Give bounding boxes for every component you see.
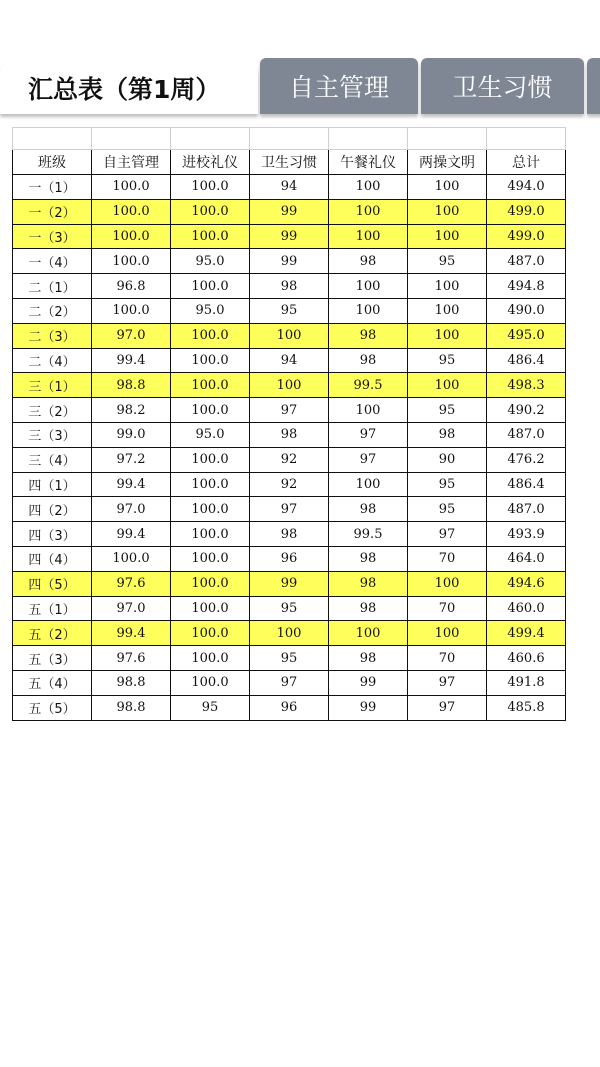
score-cell[interactable]: 494.8	[487, 274, 566, 299]
score-cell[interactable]: 95	[250, 298, 329, 323]
score-cell[interactable]: 490.2	[487, 398, 566, 423]
score-cell[interactable]: 95	[171, 695, 250, 720]
score-cell[interactable]: 94	[250, 348, 329, 373]
score-cell[interactable]: 100	[329, 224, 408, 249]
tab-self-management[interactable]	[260, 58, 418, 114]
score-cell[interactable]: 99.4	[92, 472, 171, 497]
class-name-cell[interactable]: 一（1）	[13, 175, 92, 200]
table-row	[13, 621, 566, 646]
score-cell[interactable]: 499.0	[487, 199, 566, 224]
score-cell[interactable]: 99.5	[329, 373, 408, 398]
score-cell[interactable]: 100	[329, 175, 408, 200]
score-cell[interactable]: 98.8	[92, 373, 171, 398]
table-row	[13, 546, 566, 571]
score-cell[interactable]: 100	[408, 621, 487, 646]
table-row	[13, 323, 566, 348]
score-cell[interactable]: 92	[250, 472, 329, 497]
table-row	[13, 298, 566, 323]
score-cell[interactable]: 98	[329, 348, 408, 373]
table-row	[13, 398, 566, 423]
class-name-cell[interactable]: 四（3）	[13, 522, 92, 547]
table-row	[13, 249, 566, 274]
class-name-cell[interactable]: 三（1）	[13, 373, 92, 398]
score-cell[interactable]: 100	[329, 199, 408, 224]
score-cell[interactable]: 97.0	[92, 323, 171, 348]
score-cell[interactable]: 95	[408, 472, 487, 497]
score-cell[interactable]: 100.0	[171, 348, 250, 373]
score-cell[interactable]: 95	[408, 398, 487, 423]
score-cell[interactable]: 100.0	[171, 621, 250, 646]
score-cell[interactable]: 100.0	[171, 224, 250, 249]
table-row	[13, 422, 566, 447]
score-cell[interactable]: 95	[408, 249, 487, 274]
score-cell[interactable]: 94	[250, 175, 329, 200]
class-name-cell[interactable]: 一（2）	[13, 199, 92, 224]
score-cell[interactable]: 100.0	[171, 646, 250, 671]
class-name-cell[interactable]: 五（1）	[13, 596, 92, 621]
score-cell[interactable]: 99	[250, 571, 329, 596]
score-cell[interactable]: 100.0	[171, 447, 250, 472]
score-cell[interactable]: 98	[250, 274, 329, 299]
score-cell[interactable]: 95.0	[171, 298, 250, 323]
score-cell[interactable]: 100.0	[171, 274, 250, 299]
score-cell[interactable]: 98	[408, 422, 487, 447]
summary-table	[12, 127, 566, 721]
score-cell[interactable]: 100	[329, 621, 408, 646]
score-cell[interactable]: 100	[329, 274, 408, 299]
cell[interactable]	[92, 128, 171, 150]
class-name-cell[interactable]: 一（3）	[13, 224, 92, 249]
score-cell[interactable]: 99	[329, 695, 408, 720]
score-cell[interactable]: 487.0	[487, 249, 566, 274]
score-cell[interactable]: 99	[250, 224, 329, 249]
score-cell[interactable]: 70	[408, 546, 487, 571]
tab-label: 汇总表（第1周）	[28, 75, 221, 104]
header-cell[interactable]: 两操文明	[408, 150, 487, 175]
header-cell[interactable]: 自主管理	[92, 150, 171, 175]
score-cell[interactable]: 96.8	[92, 274, 171, 299]
score-cell[interactable]: 100	[250, 373, 329, 398]
class-name-cell[interactable]: 四（1）	[13, 472, 92, 497]
score-cell[interactable]: 95.0	[171, 249, 250, 274]
score-cell[interactable]: 99.5	[329, 522, 408, 547]
score-cell[interactable]: 100	[408, 199, 487, 224]
header-cell[interactable]: 班级	[13, 150, 92, 175]
tab-label: 卫生习惯	[452, 73, 553, 102]
score-cell[interactable]: 100.0	[171, 175, 250, 200]
score-cell[interactable]: 98	[250, 522, 329, 547]
score-cell[interactable]: 100.0	[171, 596, 250, 621]
cell[interactable]	[329, 128, 408, 150]
score-cell[interactable]: 100.0	[171, 373, 250, 398]
table-row	[13, 224, 566, 249]
score-cell[interactable]: 100.0	[171, 670, 250, 695]
score-cell[interactable]: 100	[250, 621, 329, 646]
score-cell[interactable]: 92	[250, 447, 329, 472]
score-cell[interactable]: 98	[329, 571, 408, 596]
score-cell[interactable]: 97	[250, 670, 329, 695]
score-cell[interactable]: 495.0	[487, 323, 566, 348]
class-name-cell[interactable]: 二（3）	[13, 323, 92, 348]
tab-label: 自主管理	[288, 73, 389, 102]
score-cell[interactable]: 494.0	[487, 175, 566, 200]
score-cell[interactable]: 97	[408, 695, 487, 720]
score-cell[interactable]: 100	[408, 298, 487, 323]
score-cell[interactable]: 98	[329, 646, 408, 671]
score-cell[interactable]: 100.0	[171, 472, 250, 497]
score-cell[interactable]: 100	[329, 472, 408, 497]
cell[interactable]	[250, 128, 329, 150]
score-cell[interactable]: 100	[408, 175, 487, 200]
score-cell[interactable]: 95	[250, 646, 329, 671]
score-cell[interactable]: 98	[329, 596, 408, 621]
header-cell[interactable]: 进校礼仪	[171, 150, 250, 175]
score-cell[interactable]: 485.8	[487, 695, 566, 720]
score-cell[interactable]: 97	[408, 670, 487, 695]
score-cell[interactable]: 99.4	[92, 621, 171, 646]
score-cell[interactable]: 70	[408, 646, 487, 671]
score-cell[interactable]: 491.8	[487, 670, 566, 695]
header-cell[interactable]: 卫生习惯	[250, 150, 329, 175]
score-cell[interactable]: 100	[329, 398, 408, 423]
score-cell[interactable]: 499.4	[487, 621, 566, 646]
class-name-cell[interactable]: 一（4）	[13, 249, 92, 274]
score-cell[interactable]: 98	[250, 422, 329, 447]
class-name-cell[interactable]: 五（4）	[13, 670, 92, 695]
score-cell[interactable]: 493.9	[487, 522, 566, 547]
sheet-tab-bar	[0, 0, 600, 118]
score-cell[interactable]: 100.0	[171, 571, 250, 596]
score-cell[interactable]: 100.0	[171, 323, 250, 348]
table-row	[13, 447, 566, 472]
score-cell[interactable]: 100.0	[92, 249, 171, 274]
score-cell[interactable]: 100	[250, 323, 329, 348]
score-cell[interactable]: 98	[329, 546, 408, 571]
score-cell[interactable]: 99.4	[92, 522, 171, 547]
class-name-cell[interactable]: 五（5）	[13, 695, 92, 720]
tab-overflow[interactable]	[587, 58, 600, 114]
class-name-cell[interactable]: 四（4）	[13, 546, 92, 571]
score-cell[interactable]: 486.4	[487, 348, 566, 373]
score-cell[interactable]: 97	[250, 398, 329, 423]
score-cell[interactable]: 97	[329, 447, 408, 472]
class-name-cell[interactable]: 三（4）	[13, 447, 92, 472]
score-cell[interactable]: 99.0	[92, 422, 171, 447]
table-row	[13, 670, 566, 695]
tab-summary-week1[interactable]	[0, 62, 258, 114]
score-cell[interactable]: 460.6	[487, 646, 566, 671]
score-cell[interactable]: 99.4	[92, 348, 171, 373]
score-cell[interactable]: 100	[329, 298, 408, 323]
score-cell[interactable]: 100.0	[92, 199, 171, 224]
spreadsheet-grid	[12, 127, 566, 721]
score-cell[interactable]: 97.6	[92, 571, 171, 596]
score-cell[interactable]: 494.6	[487, 571, 566, 596]
class-name-cell[interactable]: 五（2）	[13, 621, 92, 646]
class-name-cell[interactable]: 二（1）	[13, 274, 92, 299]
table-row	[13, 472, 566, 497]
score-cell[interactable]: 98.8	[92, 670, 171, 695]
cell[interactable]	[408, 128, 487, 150]
class-name-cell[interactable]: 三（2）	[13, 398, 92, 423]
score-cell[interactable]: 100.0	[171, 546, 250, 571]
score-cell[interactable]: 100	[408, 373, 487, 398]
score-cell[interactable]: 100	[408, 323, 487, 348]
score-cell[interactable]: 95	[408, 497, 487, 522]
blank-row	[13, 128, 566, 150]
score-cell[interactable]: 98.2	[92, 398, 171, 423]
score-cell[interactable]: 100.0	[171, 398, 250, 423]
score-cell[interactable]: 460.0	[487, 596, 566, 621]
score-cell[interactable]: 97.6	[92, 646, 171, 671]
score-cell[interactable]: 490.0	[487, 298, 566, 323]
tab-hygiene-habits[interactable]	[421, 58, 584, 114]
score-cell[interactable]: 487.0	[487, 497, 566, 522]
score-cell[interactable]: 90	[408, 447, 487, 472]
score-cell[interactable]: 100.0	[171, 199, 250, 224]
score-cell[interactable]: 95	[408, 348, 487, 373]
score-cell[interactable]: 97	[408, 522, 487, 547]
score-cell[interactable]: 96	[250, 695, 329, 720]
score-cell[interactable]: 487.0	[487, 422, 566, 447]
score-cell[interactable]: 99	[250, 199, 329, 224]
score-cell[interactable]: 97	[329, 422, 408, 447]
table-row	[13, 695, 566, 720]
header-cell[interactable]: 午餐礼仪	[329, 150, 408, 175]
class-name-cell[interactable]: 四（5）	[13, 571, 92, 596]
score-cell[interactable]: 96	[250, 546, 329, 571]
score-cell[interactable]: 97.0	[92, 497, 171, 522]
class-name-cell[interactable]: 二（4）	[13, 348, 92, 373]
score-cell[interactable]: 70	[408, 596, 487, 621]
score-cell[interactable]: 100.0	[92, 546, 171, 571]
table-row	[13, 199, 566, 224]
score-cell[interactable]: 100.0	[92, 298, 171, 323]
table-row	[13, 373, 566, 398]
cell[interactable]	[171, 128, 250, 150]
score-cell[interactable]: 98.8	[92, 695, 171, 720]
score-cell[interactable]: 100	[408, 224, 487, 249]
score-cell[interactable]: 95.0	[171, 422, 250, 447]
score-cell[interactable]: 100.0	[171, 497, 250, 522]
score-cell[interactable]: 95	[250, 596, 329, 621]
class-name-cell[interactable]: 五（3）	[13, 646, 92, 671]
score-cell[interactable]: 100.0	[92, 224, 171, 249]
class-name-cell[interactable]: 二（2）	[13, 298, 92, 323]
score-cell[interactable]: 464.0	[487, 546, 566, 571]
score-cell[interactable]: 486.4	[487, 472, 566, 497]
score-cell[interactable]: 98	[329, 497, 408, 522]
table-row	[13, 497, 566, 522]
score-cell[interactable]: 97	[250, 497, 329, 522]
class-name-cell[interactable]: 四（2）	[13, 497, 92, 522]
table-row	[13, 348, 566, 373]
table-row	[13, 274, 566, 299]
table-row	[13, 571, 566, 596]
score-cell[interactable]: 100.0	[92, 175, 171, 200]
score-cell[interactable]: 100.0	[171, 522, 250, 547]
header-row	[13, 150, 566, 175]
class-name-cell[interactable]: 三（3）	[13, 422, 92, 447]
score-cell[interactable]: 100	[408, 274, 487, 299]
score-cell[interactable]: 100	[408, 571, 487, 596]
table-row	[13, 522, 566, 547]
score-cell[interactable]: 476.2	[487, 447, 566, 472]
cell[interactable]	[487, 128, 566, 150]
score-cell[interactable]: 98	[329, 323, 408, 348]
score-cell[interactable]: 499.0	[487, 224, 566, 249]
score-cell[interactable]: 97.0	[92, 596, 171, 621]
table-row	[13, 646, 566, 671]
table-row	[13, 175, 566, 200]
score-cell[interactable]: 99	[250, 249, 329, 274]
score-cell[interactable]: 99	[329, 670, 408, 695]
score-cell[interactable]: 97.2	[92, 447, 171, 472]
cell[interactable]	[13, 128, 92, 150]
table-row	[13, 596, 566, 621]
score-cell[interactable]: 98	[329, 249, 408, 274]
score-cell[interactable]: 498.3	[487, 373, 566, 398]
header-cell[interactable]: 总计	[487, 150, 566, 175]
